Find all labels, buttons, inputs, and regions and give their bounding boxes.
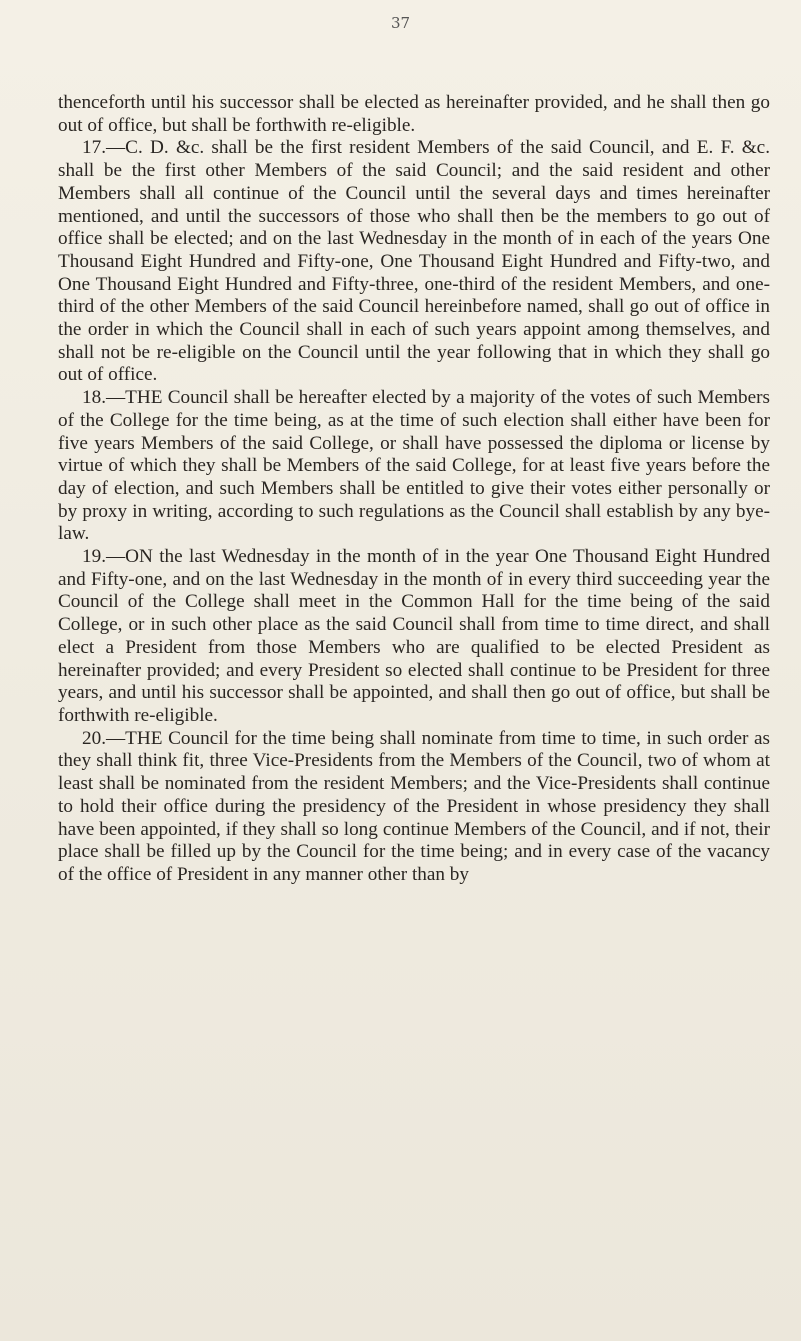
body-text (58, 92, 770, 887)
paragraph-continuation: thenceforth until his successor shall be elected as hereinafter provided, and he shall then go out of office, but shall be forthwith re-eligible. (58, 92, 770, 136)
page-number: 37 (390, 14, 411, 32)
paragraph-section-20: 20.—THE Council for the time being shall nominate from time to time, in such order as they shall think fit, three Vice-Presidents from the Members of the Council, two of whom at least shall be nominated from the resident Members; and the Vice-Presidents shall continue to hold their office during the presidency of the President in whose presidency they shall have been appointed, if they shall so long continue Members of the Council, and if not, their place shall be filled up by the Council for the time being; and in every case of the vacancy of the office of President in any manner other than by (58, 727, 770, 885)
paragraph-section-17: 17.—C. D. &c. shall be the first resident Members of the said Council, and E. F. &c. shall be the first other Members of the said Council; and the said resident and other Members shall all continue of the Council until the several days and times hereinafter mentioned, and until the successors of those who shall then be the members to go out of office shall be elected; and on the last Wednesday in the month of in each of the years One Thousand Eight Hundred and Fifty-one, One Thousand Eight Hundred and Fifty-two, and One Thousand Eight Hundred and Fifty-three, one-third of the resident Members, and one-third of the other Members of the said Council hereinbefore named, shall go out of office in the order in which the Council shall in each of such years appoint among themselves, and shall not be re-eligible on the Council until the year following that in which they shall go out of office. (58, 137, 770, 386)
paragraph-section-19: 19.—ON the last Wednesday in the month of in the year One Thousand Eight Hundred and Fifty-one, and on the last Wednesday in the month of in every third succeeding year the Council of the College shall meet in the Common Hall for the time being of the said College, or in such other place as the said Council shall from time to time direct, and shall elect a President from those Members who are qualified to be elected President as hereinafter provided; and every President so elected shall continue to be President for three years, and until his successor shall be appointed, and shall then go out of office, but shall be forthwith re-eligible. (58, 546, 770, 726)
paragraph-section-18: 18.—THE Council shall be hereafter elected by a majority of the votes of such Members of the College for the time being, as at the time of such election shall either have been for five years Members of the said College, or shall have possessed the diploma or license by virtue of which they shall be Members of the said College, for at least five years before the day of election, and such Members shall be entitled to give their votes either personally or by proxy in writing, according to such regulations as the Council shall establish by any bye-law. (58, 387, 770, 545)
